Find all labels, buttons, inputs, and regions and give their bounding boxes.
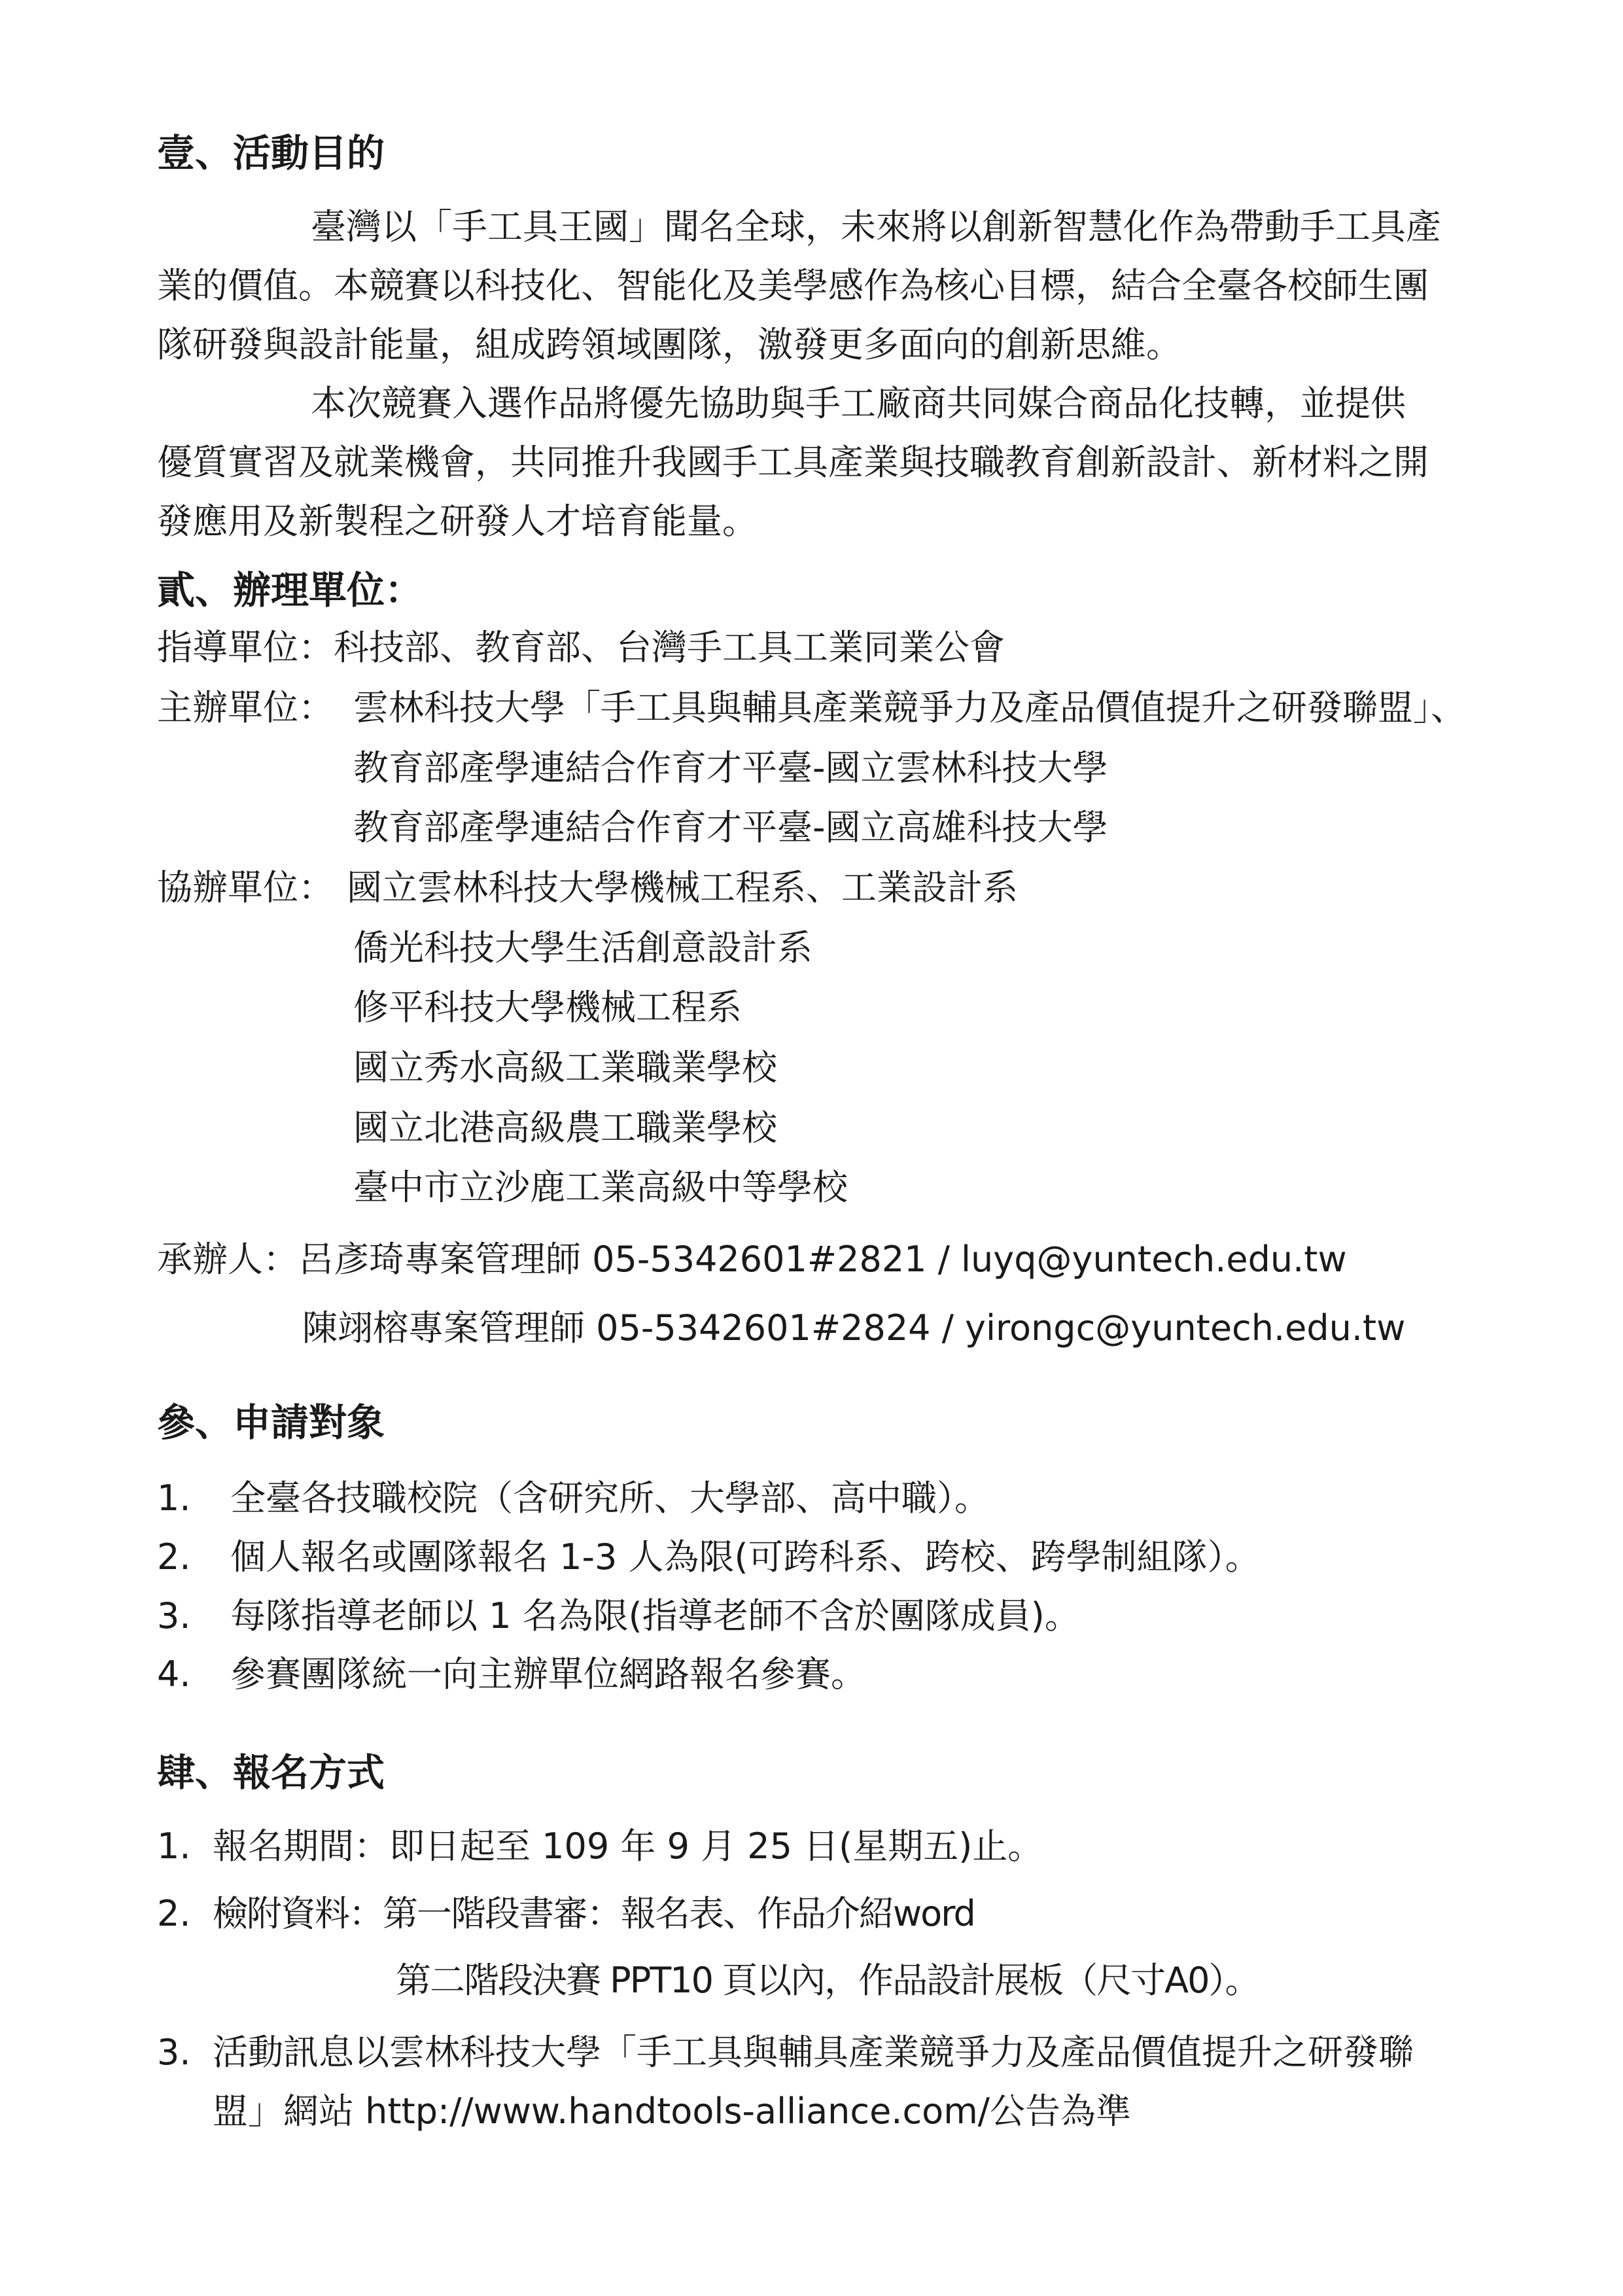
paragraph-line: 業的價值。本競賽以科技化、智能化及美學感作為核心目標，結合全臺各校師生團	[157, 265, 1429, 306]
list-item-number: 2.	[157, 1536, 191, 1578]
list-item-number: 4.	[157, 1653, 191, 1695]
co-organizer-label: 協辦單位：	[157, 867, 334, 908]
required-documents-final: 第二階段決賽 PPT10 頁以內，作品設計展板（尺寸A0）。	[396, 1960, 1259, 2001]
list-item: 個人報名或團隊報名 1-3 人為限(可跨科系、跨校、跨學制組隊）。	[230, 1536, 1261, 1578]
contact-person: 陳翊榕專案管理師 05-5342601#2824 / yirongc@yuntech.edu.tw	[302, 1307, 1406, 1349]
contact-person: 承辦人：呂彥琦專案管理師 05-5342601#2821 / luyq@yuntech.edu.tw	[157, 1239, 1347, 1280]
list-item-number: 3.	[157, 2032, 191, 2073]
guide-units: 指導單位：科技部、教育部、台灣手工具工業同業公會	[157, 627, 1005, 668]
co-organizer: 國立雲林科技大學機械工程系、工業設計系	[347, 867, 1018, 908]
host-unit: 教育部產學連結合作育才平臺-國立高雄科技大學	[353, 807, 1108, 848]
host-unit: 教育部產學連結合作育才平臺-國立雲林科技大學	[353, 747, 1108, 788]
registration-period: 報名期間：即日起至 109 年 9 月 25 日(星期五)止。	[213, 1826, 1043, 1867]
paragraph-line: 優質實習及就業機會，共同推升我國手工具產業與技職教育創新設計、新材料之開	[157, 442, 1429, 483]
list-item-number: 1.	[157, 1826, 191, 1867]
list-item-number: 2.	[157, 1893, 191, 1934]
host-unit: 雲林科技大學「手工具與輔具產業競爭力及產品價值提升之研發聯盟」、	[353, 687, 1466, 728]
list-item: 每隊指導老師以 1 名為限(指導老師不含於團隊成員)。	[230, 1595, 1080, 1636]
paragraph-line: 隊研發與設計能量，組成跨領域團隊，激發更多面向的創新思維。	[157, 324, 1181, 365]
paragraph-line: 發應用及新製程之研發人才培育能量。	[157, 501, 758, 542]
list-item: 參賽團隊統一向主辦單位網路報名參賽。	[230, 1653, 866, 1695]
co-organizer: 修平科技大學機械工程系	[353, 987, 742, 1028]
co-organizer: 國立秀水高級工業職業學校	[353, 1047, 777, 1088]
list-item-number: 3.	[157, 1595, 191, 1636]
co-organizer: 臺中市立沙鹿工業高級中等學校	[353, 1167, 848, 1208]
section-heading-registration: 肆、報名方式	[157, 1750, 385, 1795]
announcement-website: 盟」網站 http://www.handtools-alliance.com/公告為準	[213, 2091, 1131, 2132]
section-heading-purpose: 壹、活動目的	[157, 131, 385, 175]
required-documents: 檢附資料：第一階段書審：報名表、作品介紹word	[213, 1893, 975, 1934]
section-heading-organizers: 貳、辦理單位：	[157, 568, 423, 612]
host-label: 主辦單位：	[157, 687, 334, 728]
paragraph-line: 本次競賽入選作品將優先協助與手工廠商共同媒合商品化技轉，並提供	[311, 383, 1406, 424]
list-item: 全臺各技職校院（含研究所、大學部、高中職）。	[230, 1477, 990, 1519]
announcement-info: 活動訊息以雲林科技大學「手工具與輔具產業競爭力及產品價值提升之研發聯	[213, 2032, 1414, 2073]
list-item-number: 1.	[157, 1477, 191, 1519]
co-organizer: 僑光科技大學生活創意設計系	[353, 927, 812, 968]
paragraph-line: 臺灣以「手工具王國」聞名全球，未來將以創新智慧化作為帶動手工具產	[311, 206, 1441, 247]
section-heading-eligibility: 參、申請對象	[157, 1400, 385, 1445]
co-organizer: 國立北港高級農工職業學校	[353, 1107, 777, 1148]
